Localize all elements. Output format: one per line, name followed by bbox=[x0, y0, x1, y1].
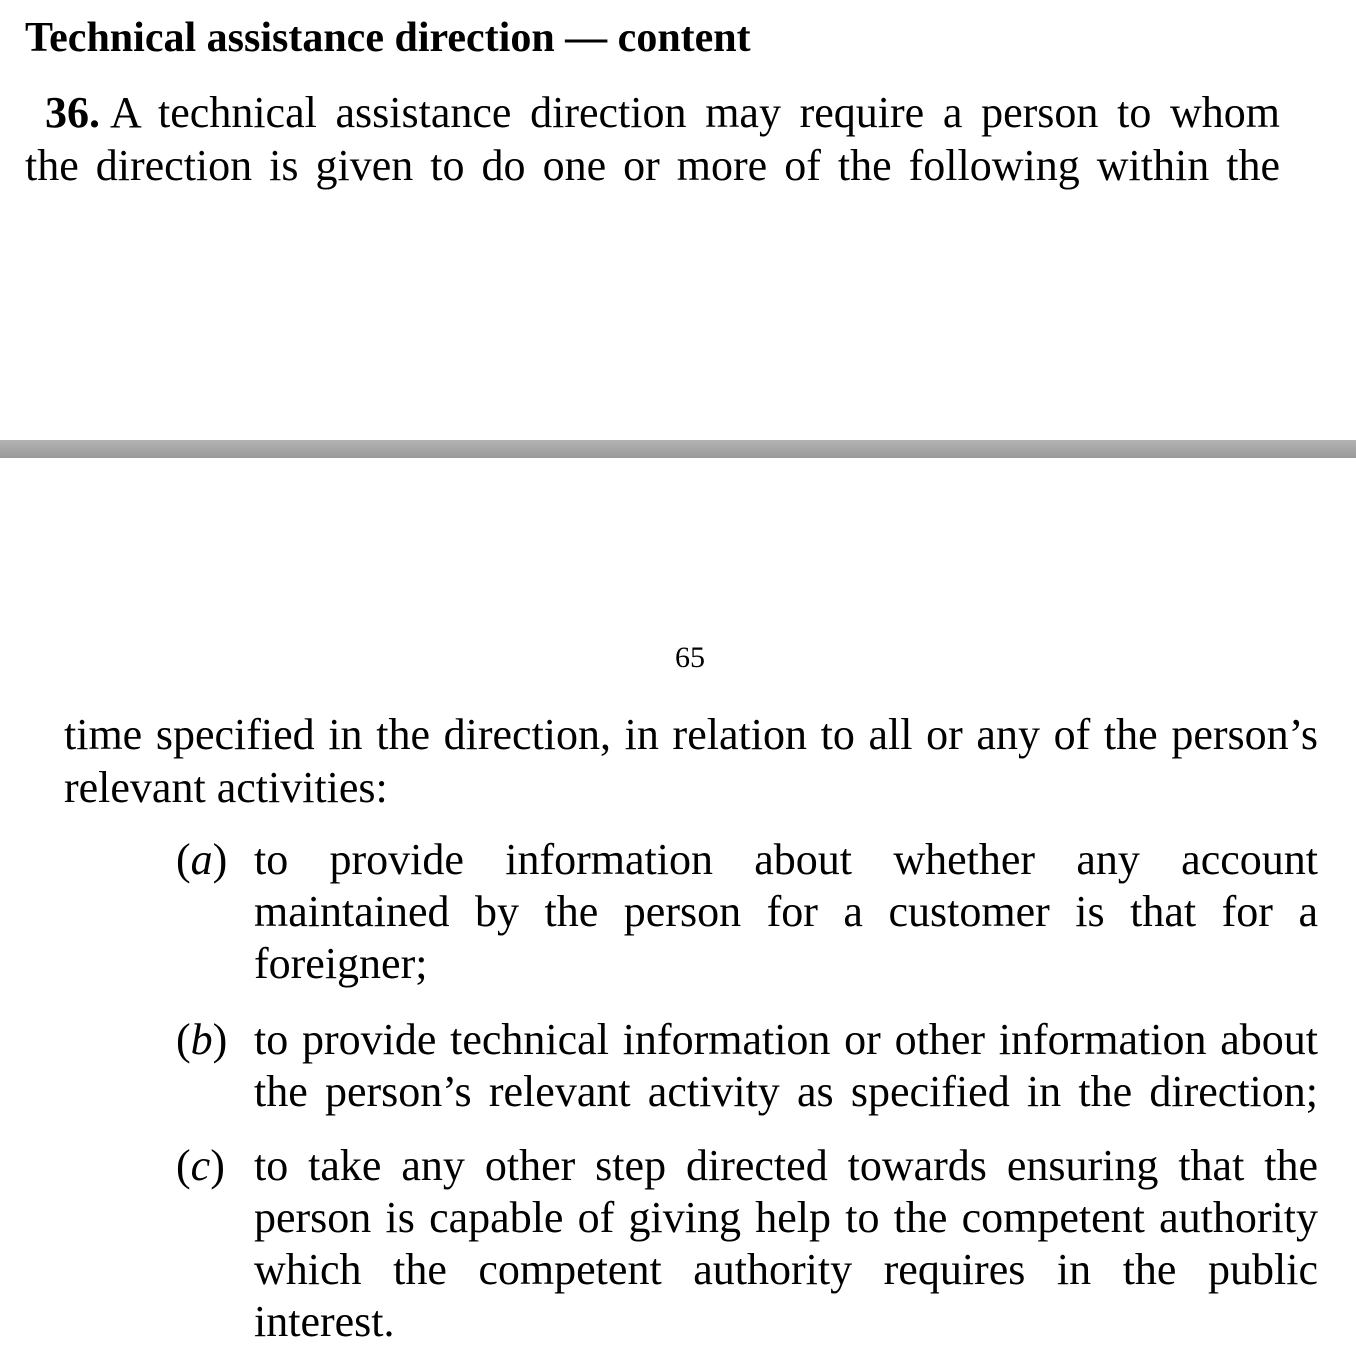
page-top bbox=[0, 0, 1356, 440]
item-label: (c) bbox=[176, 1141, 225, 1190]
section-heading: Technical assistance direction — content bbox=[25, 15, 751, 61]
section-number: 36. bbox=[45, 88, 100, 137]
list-item-c bbox=[176, 1140, 1318, 1348]
item-body bbox=[254, 1140, 1318, 1348]
item-label: (b) bbox=[176, 1015, 228, 1064]
page-bottom bbox=[0, 458, 1356, 1362]
page-separator bbox=[0, 440, 1356, 458]
item-line: to take any other step directed towards ensuring that the bbox=[254, 1141, 1318, 1190]
paragraph-line: time specified in the direction, in relation to all or any of the person’s bbox=[64, 710, 1318, 759]
item-line: which the competent authority requires in the public bbox=[254, 1245, 1318, 1294]
section-36-paragraph bbox=[25, 86, 1280, 192]
item-line: to provide information about whether any account bbox=[254, 835, 1318, 884]
item-line: person is capable of giving help to the competent authority bbox=[254, 1193, 1318, 1242]
item-line: foreigner; bbox=[254, 939, 428, 988]
item-line: interest. bbox=[254, 1297, 395, 1346]
item-line: the person’s relevant activity as specified in the direction; bbox=[254, 1067, 1318, 1116]
item-body bbox=[254, 834, 1318, 990]
item-line: to provide technical information or other information about bbox=[254, 1015, 1318, 1064]
list-item-a bbox=[176, 834, 1318, 990]
page-number: 65 bbox=[675, 641, 705, 674]
paragraph-line: relevant activities: bbox=[64, 763, 388, 812]
list-item-b bbox=[176, 1014, 1318, 1118]
continuation-paragraph bbox=[64, 708, 1318, 814]
paragraph-line: the direction is given to do one or more of the following within the bbox=[25, 141, 1280, 190]
item-line: maintained by the person for a customer is that for a bbox=[254, 887, 1318, 936]
item-label: (a) bbox=[176, 835, 228, 884]
paragraph-line: 36. A technical assistance direction may require a person to whom bbox=[45, 88, 1280, 137]
item-body bbox=[254, 1014, 1318, 1118]
